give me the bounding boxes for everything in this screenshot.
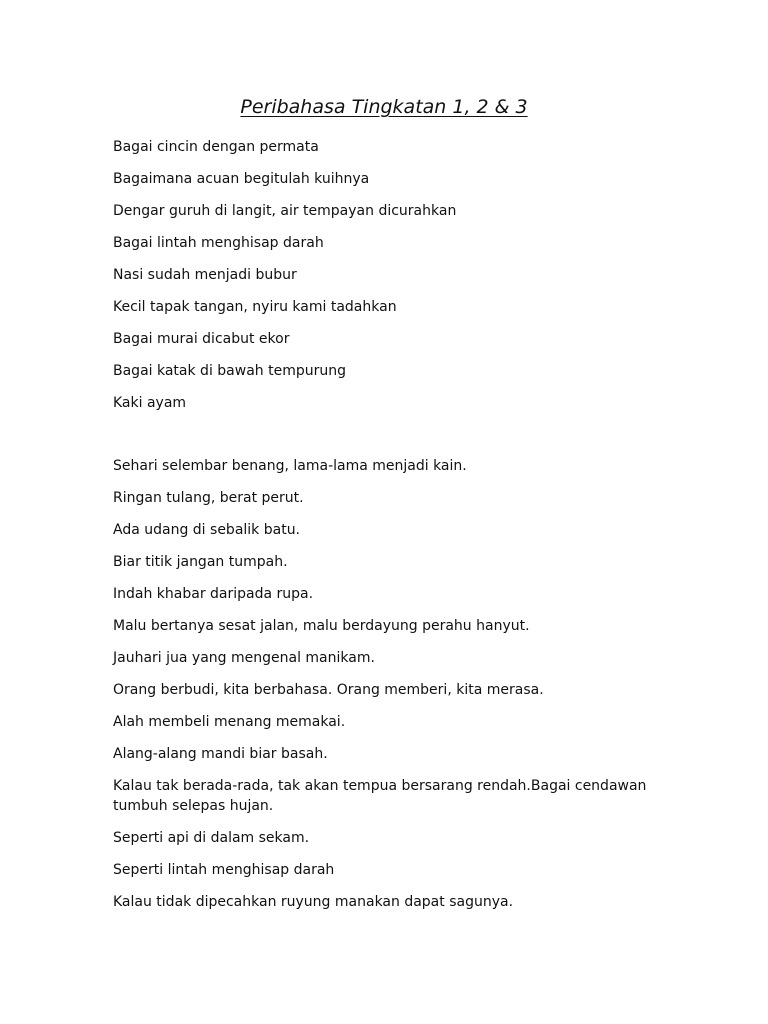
list-item: Biar titik jangan tumpah. <box>113 554 288 570</box>
list-item: Orang berbudi, kita berbahasa. Orang memberi, kita merasa. <box>113 682 544 698</box>
list-item: Bagaimana acuan begitulah kuihnya <box>113 171 370 187</box>
list-item: Bagai cincin dengan permata <box>113 139 319 155</box>
list-item: Indah khabar daripada rupa. <box>113 586 314 602</box>
list-item: Dengar guruh di langit, air tempayan dicurahkan <box>113 203 457 219</box>
list-item: Seperti api di dalam sekam. <box>113 830 310 846</box>
list-item: Ringan tulang, berat perut. <box>113 490 304 506</box>
list-item: Bagai murai dicabut ekor <box>113 331 290 347</box>
list-item: Bagai lintah menghisap darah <box>113 235 324 251</box>
list-item: Seperti lintah menghisap darah <box>113 862 335 878</box>
list-item: Alang-alang mandi biar basah. <box>113 746 328 762</box>
list-item: Alah membeli menang memakai. <box>113 714 346 730</box>
list-item: Jauhari jua yang mengenal manikam. <box>113 650 375 666</box>
proverb-list-1 <box>113 137 658 425</box>
list-item: Malu bertanya sesat jalan, malu berdayung perahu hanyut. <box>113 618 530 634</box>
proverb-list-2 <box>113 456 658 924</box>
list-item: Kecil tapak tangan, nyiru kami tadahkan <box>113 299 397 315</box>
list-item: Sehari selembar benang, lama-lama menjadi kain. <box>113 458 467 474</box>
page-title: Peribahasa Tingkatan 1, 2 & 3 <box>240 96 528 118</box>
list-item: Kaki ayam <box>113 395 187 411</box>
list-item: Ada udang di sebalik batu. <box>113 522 301 538</box>
list-item: Bagai katak di bawah tempurung <box>113 363 346 379</box>
list-item: Kalau tak berada-rada, tak akan tempua bersarang rendah.Bagai cendawan tumbuh selepas hujan. <box>113 778 647 814</box>
list-item: Kalau tidak dipecahkan ruyung manakan dapat sagunya. <box>113 894 514 910</box>
list-item: Nasi sudah menjadi bubur <box>113 267 297 283</box>
